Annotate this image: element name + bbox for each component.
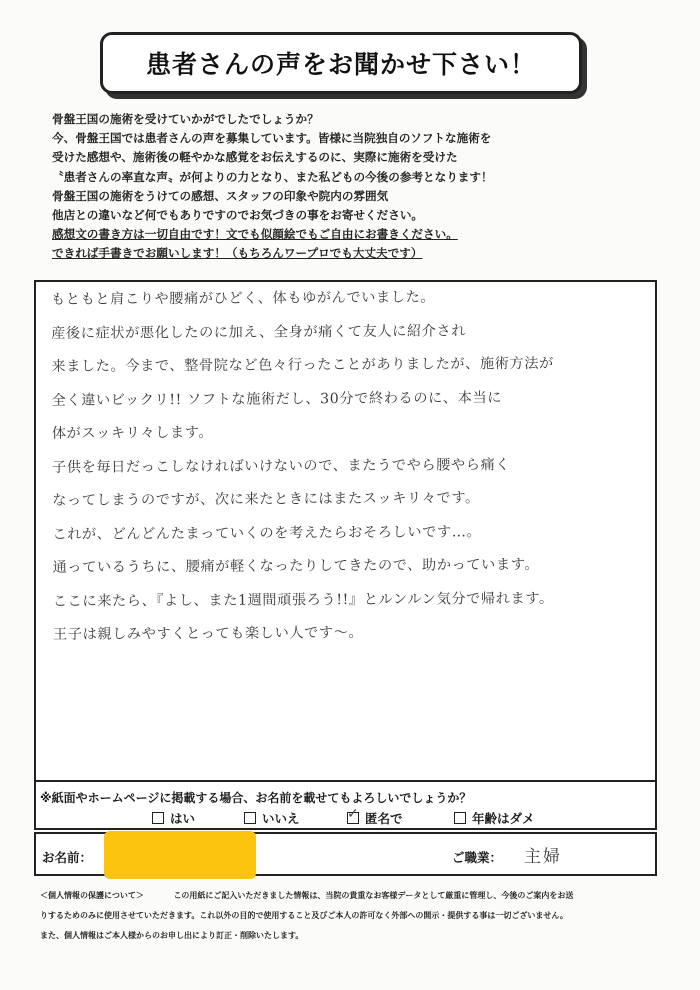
testimonial-text	[51, 280, 653, 652]
testimonial-line: 王子は親しみやすくとっても楽しい人です〜。	[52, 624, 364, 643]
occupation-value: 主婦	[524, 847, 562, 867]
check-mark-icon: ✓	[347, 806, 359, 822]
option-label: 年齢はダメ	[472, 811, 535, 826]
intro-line: 骨盤王国の施術をうけての感想、スタッフの印象や院内の雰囲気	[52, 188, 389, 203]
intro-line: 受けた感想や、施術後の軽やかな感覚をお伝えするのに、実際に施術を受けた	[52, 150, 458, 165]
privacy-line: また、個人情報はご本人様からのお申し出により訂正・削除いたします。	[40, 931, 304, 940]
checkbox[interactable]	[454, 812, 466, 824]
checkbox[interactable]	[347, 806, 359, 824]
testimonial-line: なってしまうのですが、次に来たときにはまたスッキリ々です。	[52, 490, 480, 509]
checkbox[interactable]	[244, 812, 256, 824]
name-redaction	[104, 831, 256, 879]
option-anonymous[interactable]	[347, 806, 403, 827]
name-label: お名前：	[42, 850, 93, 865]
intro-line: 今、骨盤王国では患者さんの声を募集しています。皆様に当院独自のソフトな施術を	[52, 131, 492, 146]
intro-line: できれば手書きでお願いします！（もちろんワープロでも大丈夫です）	[52, 246, 423, 261]
intro-line: 感想文の書き方は一切自由です！文でも似顔絵でもご自由にお書きください。	[52, 227, 458, 242]
testimonial-line: 子供を毎日だっこしなければいけないので、またうでやら腰やら痛く	[51, 456, 511, 476]
consent-options	[0, 806, 700, 827]
privacy-line	[40, 886, 660, 906]
intro-line: 骨盤王国の施術を受けていかがでしたでしょうか？	[52, 112, 319, 126]
option-yes[interactable]	[152, 809, 195, 827]
testimonial-line: 通っているうちに、腰痛が軽くなったりしてきたので、助かっています。	[52, 556, 540, 576]
privacy-text: この用紙にご記入いただきました情報は、当院の貴重なお客様データとして厳重に管理し、今後のご案内をお送	[173, 891, 574, 900]
intro-line: 〝患者さんの率直な声〟が何よりの力となり、また私どもの今後の参考となります！	[52, 169, 493, 184]
privacy-line: りするためのみに使用させていただきます。これ以外の目的で使用すること及びご本人の許可なく外部への開示・提供する事は一切ございません。	[40, 911, 568, 920]
option-label: 匿名で	[365, 811, 403, 826]
consent-question: ※紙面やホームページに掲載する場合、お名前を載せてもよろしいでしょうか？	[40, 791, 472, 805]
testimonial-line: これが、どんどんたまっていくのを考えたらおそろしいです…。	[52, 523, 482, 543]
checkbox[interactable]	[152, 812, 164, 824]
option-no[interactable]	[244, 809, 300, 827]
page-title: 患者さんの声をお聞かせ下さい！	[100, 32, 582, 94]
testimonial-line: 産後に症状が悪化したのに加え、全身が痛くて友人に紹介され	[51, 322, 467, 342]
testimonial-line: 全く違いビックリ!! ソフトな施術だし、30分で終わるのに、本当に	[51, 389, 503, 409]
option-no-age[interactable]	[454, 809, 535, 827]
option-label: いいえ	[262, 811, 300, 826]
intro-line: 他店との違いなど何でもありですのでお気づきの事をお寄せください。	[52, 208, 424, 223]
privacy-notice	[40, 886, 660, 946]
intro-text	[52, 110, 652, 264]
privacy-heading: ＜個人情報の保護について＞	[40, 891, 144, 900]
testimonial-line: 体がスッキリ々します。	[51, 424, 214, 442]
option-label: はい	[170, 811, 196, 826]
occupation-label: ご職業：	[452, 850, 503, 865]
testimonial-line: もともと肩こりや腰痛がひどく、体もゆがんでいました。	[50, 289, 436, 308]
testimonial-line: ここに来たら、『よし、また1週間頑張ろう!!』とルンルン気分で帰れます。	[52, 590, 554, 610]
testimonial-line: 来ました。今まで、整骨院など色々行ったことがありましたが、施術方法が	[51, 355, 554, 375]
